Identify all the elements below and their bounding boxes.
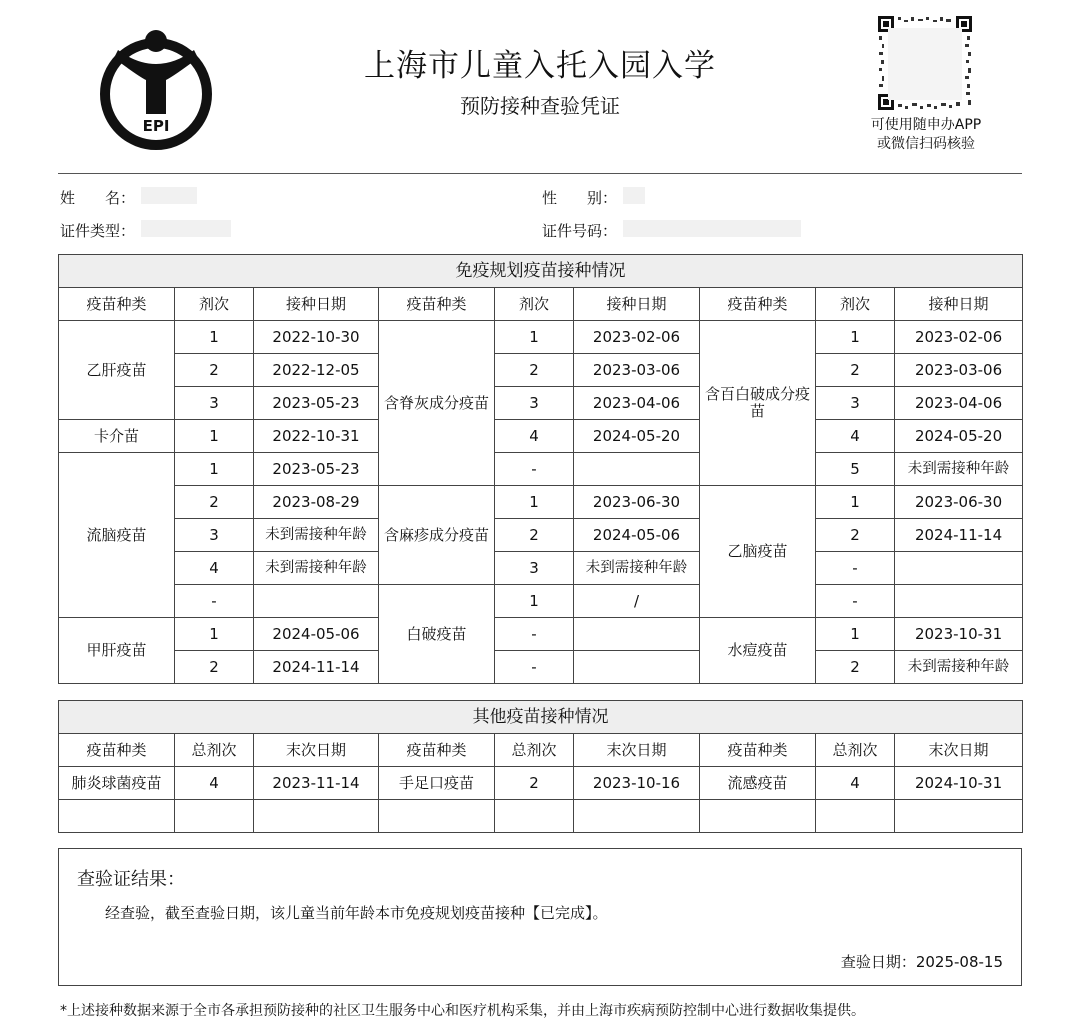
table-cell: 肺炎球菌疫苗 [59, 767, 175, 800]
table-cell [495, 800, 574, 833]
table-cell: 4 [816, 767, 895, 800]
table-cell [254, 800, 379, 833]
vaccine-name-polio: 含脊灰成分疫苗 [379, 321, 495, 486]
column-header: 疫苗种类 [59, 288, 175, 321]
date-cell: 未到需接种年龄 [254, 552, 379, 585]
result-text: 经查验，截至查验日期，该儿童当前年龄本市免疫规划疫苗接种【已完成】。 [105, 904, 608, 922]
gender-label: 性 别： [542, 189, 618, 207]
dose-cell: - [495, 651, 574, 684]
data-source-footnote: *上述接种数据来源于全市各承担预防接种的社区卫生服务中心和医疗机构采集，并由上海市疾病预防控制中心进行数据收集提供。 [60, 1003, 865, 1019]
verification-result-box [58, 848, 1022, 986]
vaccine-name-mening: 流脑疫苗 [59, 453, 175, 618]
date-cell: 2024-11-14 [895, 519, 1023, 552]
table-cell [700, 800, 816, 833]
date-cell: 2023-03-06 [895, 354, 1023, 387]
dose-cell: 2 [495, 354, 574, 387]
vaccine-name-varicella: 水痘疫苗 [700, 618, 816, 684]
dose-cell: 4 [495, 420, 574, 453]
date-cell: 2022-10-30 [254, 321, 379, 354]
date-cell: 2022-10-31 [254, 420, 379, 453]
date-cell [574, 453, 700, 486]
dose-cell: 1 [816, 321, 895, 354]
immunization-plan-table [58, 254, 1023, 684]
dose-cell: 1 [495, 486, 574, 519]
date-cell: 2023-02-06 [895, 321, 1023, 354]
column-header: 疫苗种类 [379, 734, 495, 767]
table-cell: 2 [495, 767, 574, 800]
date-cell: 2024-05-20 [895, 420, 1023, 453]
dose-cell: 2 [175, 651, 254, 684]
column-header: 剂次 [816, 288, 895, 321]
date-cell: 2023-02-06 [574, 321, 700, 354]
table-row [59, 486, 1023, 519]
dose-cell: 3 [816, 387, 895, 420]
date-cell [254, 585, 379, 618]
dose-cell: 1 [816, 486, 895, 519]
column-header: 疫苗种类 [700, 734, 816, 767]
date-cell: 未到需接种年龄 [254, 519, 379, 552]
date-cell: 2023-08-29 [254, 486, 379, 519]
column-header: 剂次 [495, 288, 574, 321]
date-cell: / [574, 585, 700, 618]
header-divider [58, 173, 1022, 174]
column-header: 接种日期 [254, 288, 379, 321]
date-cell: 2023-04-06 [895, 387, 1023, 420]
qr-instruction: 可使用随申办APP 或微信扫码核验 [870, 117, 982, 152]
table-cell: 2023-11-14 [254, 767, 379, 800]
date-cell: 2024-05-06 [254, 618, 379, 651]
table-row [59, 651, 1023, 684]
table-row [59, 800, 1023, 833]
dose-cell: - [495, 618, 574, 651]
date-cell [574, 618, 700, 651]
dose-cell: 1 [175, 618, 254, 651]
dose-cell: 3 [175, 387, 254, 420]
dose-cell: 2 [816, 519, 895, 552]
table-row [59, 354, 1023, 387]
table-row [59, 453, 1023, 486]
dose-cell: 2 [175, 486, 254, 519]
table-row [59, 585, 1023, 618]
table-cell: 手足口疫苗 [379, 767, 495, 800]
table-row [59, 618, 1023, 651]
dose-cell: 1 [495, 321, 574, 354]
name-redacted [141, 187, 197, 204]
dose-cell: - [495, 453, 574, 486]
date-cell: 2023-10-31 [895, 618, 1023, 651]
verification-date: 查验日期：2025-08-15 [840, 953, 1003, 971]
dose-cell: - [816, 585, 895, 618]
dose-cell: 2 [495, 519, 574, 552]
page-subtitle: 预防接种查验凭证 [460, 94, 620, 118]
date-cell: 2024-05-06 [574, 519, 700, 552]
dose-cell: 1 [175, 453, 254, 486]
table-row [59, 767, 1023, 800]
column-header: 接种日期 [895, 288, 1023, 321]
date-cell: 2023-05-23 [254, 387, 379, 420]
date-cell: 2023-04-06 [574, 387, 700, 420]
column-header: 末次日期 [574, 734, 700, 767]
result-title: 查验证结果： [77, 869, 185, 890]
date-cell: 2024-11-14 [254, 651, 379, 684]
table-row [59, 321, 1023, 354]
vaccine-name-bcg: 卡介苗 [59, 420, 175, 453]
table-cell: 流感疫苗 [700, 767, 816, 800]
column-header: 总剂次 [816, 734, 895, 767]
table-row [59, 387, 1023, 420]
table-cell [574, 800, 700, 833]
plan-table-caption: 免疫规划疫苗接种情况 [59, 255, 1023, 288]
date-cell: 未到需接种年龄 [895, 651, 1023, 684]
date-cell: 2023-05-23 [254, 453, 379, 486]
date-cell: 未到需接种年龄 [895, 453, 1023, 486]
column-header: 总剂次 [175, 734, 254, 767]
dose-cell: 2 [816, 354, 895, 387]
gender-redacted [623, 187, 645, 204]
column-header: 末次日期 [895, 734, 1023, 767]
dose-cell: - [175, 585, 254, 618]
id-type-label: 证件类型： [60, 222, 136, 240]
dose-cell: 1 [175, 420, 254, 453]
id-type-redacted [141, 220, 231, 237]
page-title: 上海市儿童入托入园入学 [364, 48, 716, 84]
qr-code[interactable] [878, 16, 972, 110]
column-header: 剂次 [175, 288, 254, 321]
dose-cell: 3 [495, 552, 574, 585]
dose-cell: 1 [816, 618, 895, 651]
column-header: 总剂次 [495, 734, 574, 767]
table-cell [175, 800, 254, 833]
vaccine-name-measles: 含麻疹成分疫苗 [379, 486, 495, 585]
date-cell: 2022-12-05 [254, 354, 379, 387]
dose-cell: 3 [495, 387, 574, 420]
table-cell [816, 800, 895, 833]
table-row [59, 552, 1023, 585]
dose-cell: 2 [175, 354, 254, 387]
other-table-caption: 其他疫苗接种情况 [59, 701, 1023, 734]
date-cell [895, 585, 1023, 618]
table-cell: 4 [175, 767, 254, 800]
dose-cell: - [816, 552, 895, 585]
date-cell: 2023-03-06 [574, 354, 700, 387]
table-cell [379, 800, 495, 833]
date-cell: 2024-05-20 [574, 420, 700, 453]
svg-text:EPI: EPI [142, 117, 170, 135]
table-cell: 2023-10-16 [574, 767, 700, 800]
table-row [59, 519, 1023, 552]
date-cell: 2023-06-30 [895, 486, 1023, 519]
column-header: 接种日期 [574, 288, 700, 321]
date-cell: 2023-06-30 [574, 486, 700, 519]
name-label: 姓 名： [60, 189, 136, 207]
dose-cell: 4 [175, 552, 254, 585]
dose-cell: 2 [816, 651, 895, 684]
table-row [59, 420, 1023, 453]
id-number-label: 证件号码： [542, 222, 618, 240]
dose-cell: 1 [175, 321, 254, 354]
vaccine-name-je: 乙脑疫苗 [700, 486, 816, 618]
date-cell [895, 552, 1023, 585]
id-number-redacted [623, 220, 801, 237]
date-cell: 未到需接种年龄 [574, 552, 700, 585]
vaccine-name-dt: 白破疫苗 [379, 585, 495, 684]
table-cell [895, 800, 1023, 833]
column-header: 末次日期 [254, 734, 379, 767]
dose-cell: 4 [816, 420, 895, 453]
date-cell [574, 651, 700, 684]
table-cell: 2024-10-31 [895, 767, 1023, 800]
other-vaccines-table [58, 700, 1023, 833]
column-header: 疫苗种类 [700, 288, 816, 321]
column-header: 疫苗种类 [379, 288, 495, 321]
table-cell [59, 800, 175, 833]
vaccine-name-hepb: 乙肝疫苗 [59, 321, 175, 420]
epi-logo [96, 28, 216, 152]
column-header: 疫苗种类 [59, 734, 175, 767]
dose-cell: 5 [816, 453, 895, 486]
vaccine-name-hepa: 甲肝疫苗 [59, 618, 175, 684]
vaccine-name-dtp: 含百白破成分疫苗 [700, 321, 816, 486]
dose-cell: 1 [495, 585, 574, 618]
dose-cell: 3 [175, 519, 254, 552]
